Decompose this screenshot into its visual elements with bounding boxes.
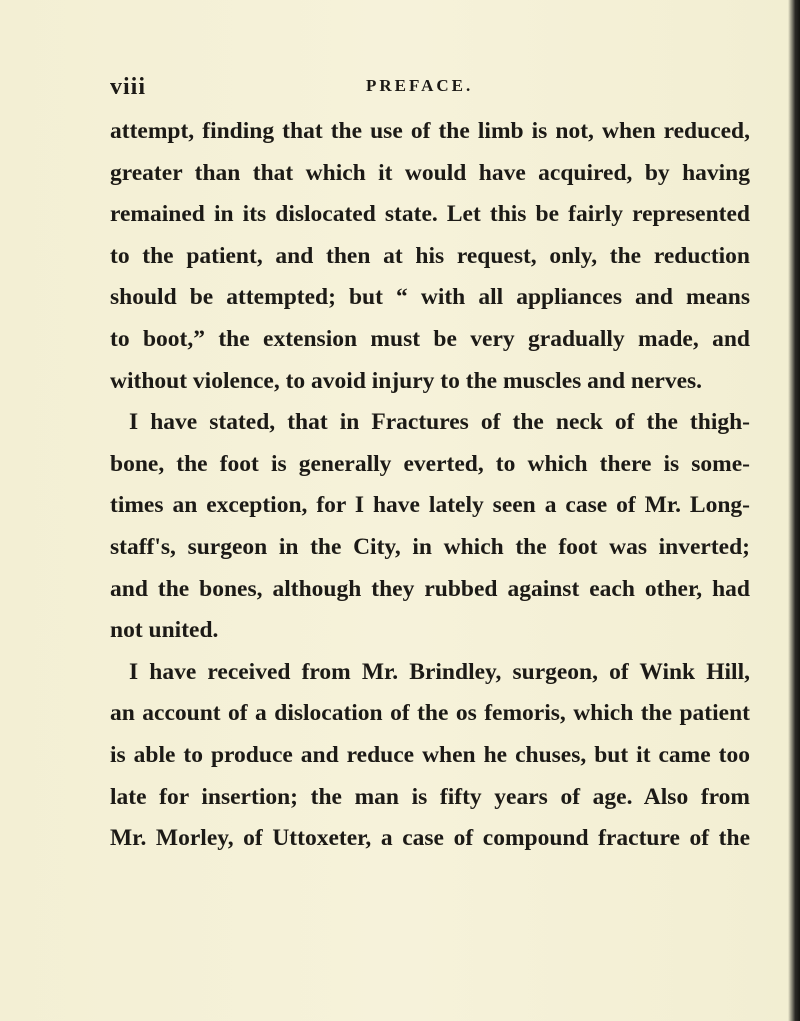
text-line: greater than that which it would have acquired, by having <box>110 159 750 186</box>
text-line: late for insertion; the man is fifty years of age. Also from <box>110 783 750 810</box>
body-text <box>110 111 750 860</box>
running-head: PREFACE. <box>366 76 474 95</box>
page-edge-shadow <box>788 0 800 1021</box>
text-line: Mr. Morley, of Uttoxeter, a case of compound fracture of the <box>110 825 750 852</box>
text-line: without violence, to avoid injury to the muscles and nerves. <box>110 367 703 394</box>
text-line: times an exception, for I have lately seen a case of Mr. Long- <box>110 492 750 519</box>
text-line: to boot,” the extension must be very gradually made, and <box>110 325 750 352</box>
text-line: attempt, finding that the use of the limb is not, when reduced, <box>110 118 750 144</box>
text-line: an account of a dislocation of the os femoris, which the patient <box>110 700 750 727</box>
page-header <box>110 74 730 104</box>
paragraph-start-line: I have received from Mr. Brindley, surgeon, of Wink Hill, <box>129 658 750 685</box>
text-line: bone, the foot is generally everted, to which there is some- <box>110 450 750 477</box>
text-line: and the bones, although they rubbed against each other, had <box>110 575 750 602</box>
text-line: should be attempted; but “ with all appliances and means <box>110 284 750 311</box>
text-line: not united. <box>110 617 219 644</box>
text-line: to the patient, and then at his request, only, the reduction <box>110 242 750 269</box>
text-line: is able to produce and reduce when he chuses, but it came too <box>110 741 750 768</box>
text-line: remained in its dislocated state. Let this be fairly represented <box>110 201 750 228</box>
page-number: viii <box>110 74 147 100</box>
text-line: staff's, surgeon in the City, in which the foot was inverted; <box>110 533 750 560</box>
paragraph-start-line: I have stated, that in Fractures of the neck of the thigh- <box>129 409 750 436</box>
